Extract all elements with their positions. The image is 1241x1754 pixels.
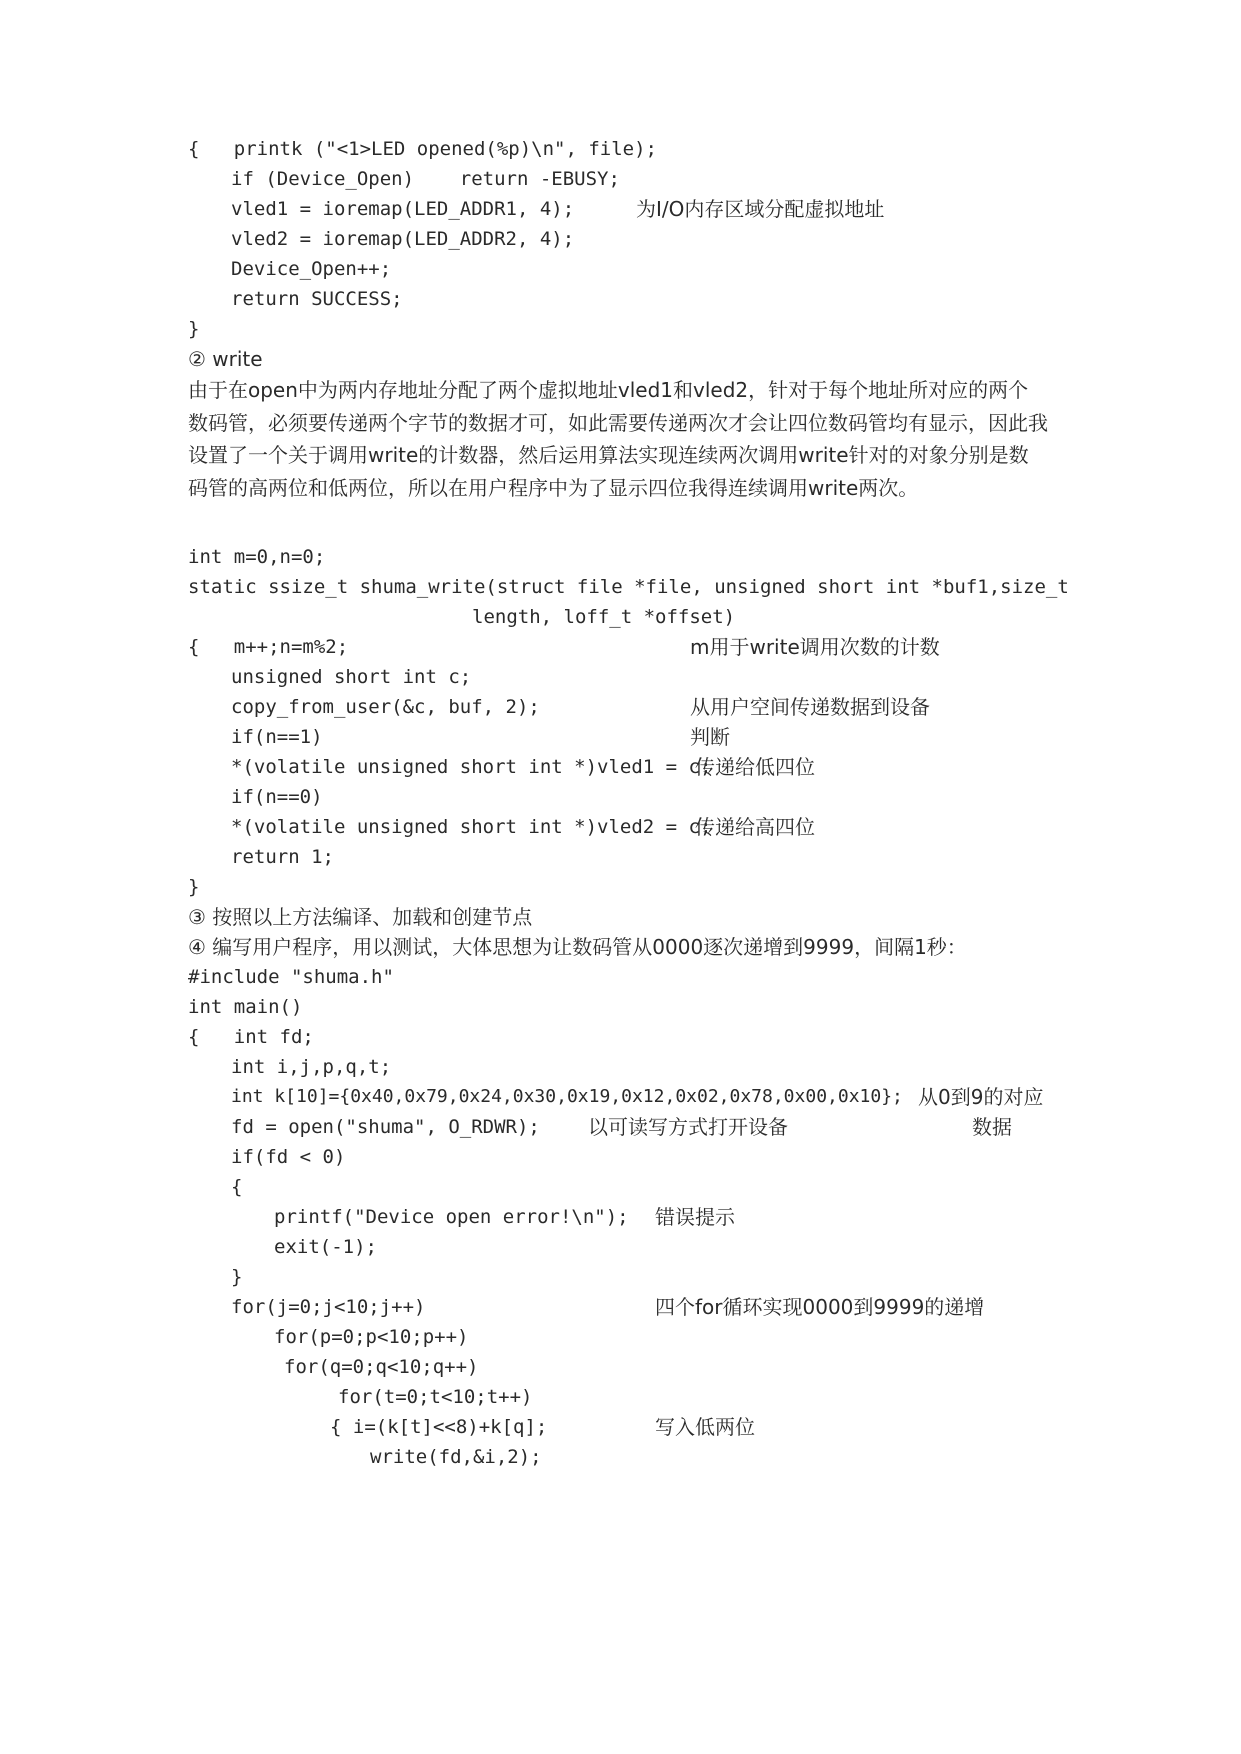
code-main-line-8: { (231, 1176, 243, 1198)
code-write-line-2: static ssize_t shuma_write(struct file *file, unsigned short int *buf1,size_t (188, 576, 1069, 598)
code-write-line-7: if(n==1) (231, 726, 323, 748)
code-main-line-3: { int fd; (188, 1026, 314, 1048)
code-main-line-10: exit(-1); (274, 1236, 377, 1258)
code-main-comment-16: 写入低两位 (655, 1415, 755, 1439)
code-open-line-3: vled1 = ioremap(LED_ADDR1, 4); (231, 198, 575, 220)
code-open-line-4: vled2 = ioremap(LED_ADDR2, 4); (231, 228, 575, 250)
code-main-line-16: { i=(k[t]<<8)+k[q]; (330, 1416, 548, 1438)
code-write-comment-10: 传递给高四位 (695, 815, 815, 839)
code-main-comment-6: 以可读写方式打开设备 (588, 1115, 788, 1139)
code-write-comment-7: 判断 (690, 725, 730, 749)
code-write-line-11: return 1; (231, 846, 334, 868)
code-main-line-4: int i,j,p,q,t; (231, 1056, 392, 1078)
code-main-line-15: for(t=0;t<10;t++) (338, 1386, 533, 1408)
code-main-line-9: printf("Device open error!\n"); (274, 1206, 629, 1228)
code-main-line-14: for(q=0;q<10;q++) (284, 1356, 479, 1378)
code-write-line-4: { m++;n=m%2; (188, 636, 349, 658)
section-write-paragraph: 由于在open中为两内存地址分配了两个虚拟地址vled1和vled2，针对于每个地址所对应的两个数码管，必须要传递两个字节的数据才可，如此需要传递两次才会让四位数码管均有显示，因此我设置了一个关于调用write的计数器，然后运用算法实现连续两次调用write针对的对象分别是数码管的高两位和低两位，所以在用户程序中为了显示四位我得连续调用write两次。 (188, 378, 1048, 500)
code-main-line-11: } (231, 1266, 243, 1288)
code-open-comment-3: 为I/O内存区域分配虚拟地址 (636, 197, 885, 221)
code-main-line-2: int main() (188, 996, 303, 1018)
section-compile-heading: ③ 按照以上方法编译、加载和创建节点 (188, 905, 533, 929)
code-open-line-7: } (188, 318, 200, 340)
code-write-comment-8: 传递给低四位 (695, 755, 815, 779)
section-user-heading: ④ 编写用户程序，用以测试，大体思想为让数码管从0000逐次递增到9999，间隔1秒： (188, 935, 967, 959)
code-main-line-12: for(j=0;j<10;j++) (231, 1296, 426, 1318)
code-write-line-12: } (188, 876, 200, 898)
code-main-comment-5: 从0到9的对应 (918, 1085, 1044, 1109)
code-main-line-6: fd = open("shuma", O_RDWR); (231, 1116, 540, 1138)
code-write-line-1: int m=0,n=0; (188, 546, 326, 568)
code-open-line-2: if (Device_Open) return -EBUSY; (231, 168, 620, 190)
code-main-line-13: for(p=0;p<10;p++) (274, 1326, 469, 1348)
code-main-line-17: write(fd,&i,2); (370, 1446, 542, 1468)
code-open-line-6: return SUCCESS; (231, 288, 403, 310)
code-open-line-1: { printk ("<1>LED opened(%p)\n", file); (188, 138, 657, 160)
code-write-comment-4: m用于write调用次数的计数 (690, 635, 940, 659)
code-write-line-5: unsigned short int c; (231, 666, 472, 688)
code-write-line-3: length, loff_t *offset) (472, 606, 736, 628)
code-write-line-6: copy_from_user(&c, buf, 2); (231, 696, 540, 718)
code-main-comment-6b: 数据 (972, 1115, 1012, 1139)
code-main-comment-9: 错误提示 (655, 1205, 735, 1229)
code-main-line-7: if(fd < 0) (231, 1146, 346, 1168)
code-main-line-5: int k[10]={0x40,0x79,0x24,0x30,0x19,0x12,0x02,0x78,0x00,0x10}; (231, 1086, 903, 1107)
code-write-comment-6: 从用户空间传递数据到设备 (690, 695, 930, 719)
code-main-line-1: #include "shuma.h" (188, 966, 394, 988)
code-open-line-5: Device_Open++; (231, 258, 392, 280)
code-write-line-10: *(volatile unsigned short int *)vled2 = c; (231, 816, 712, 838)
section-write-heading: ② write (188, 347, 263, 371)
code-write-line-9: if(n==0) (231, 786, 323, 808)
code-write-line-8: *(volatile unsigned short int *)vled1 = c; (231, 756, 712, 778)
code-main-comment-12: 四个for循环实现0000到9999的递增 (655, 1295, 985, 1319)
